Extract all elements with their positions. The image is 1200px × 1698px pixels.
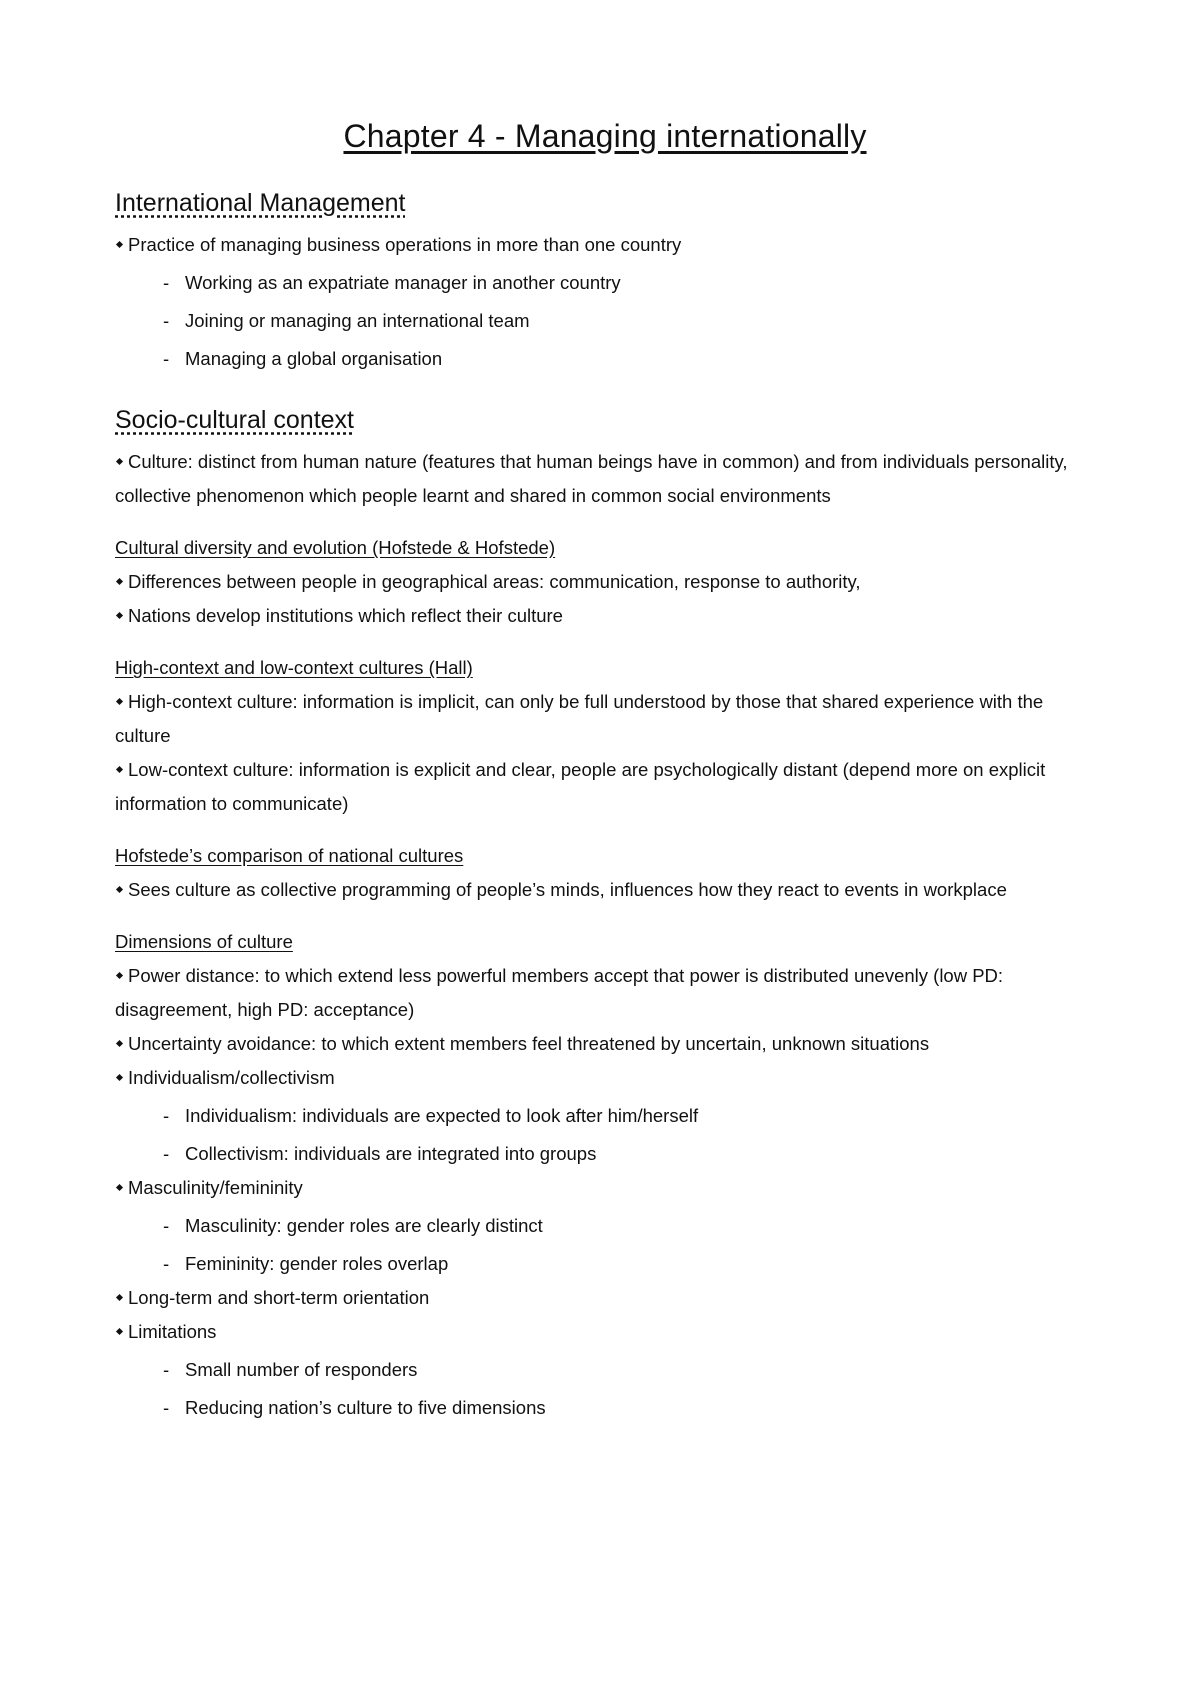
bullet-icon (116, 766, 123, 773)
bullet-icon (116, 578, 123, 585)
sub-item: - Collectivism: individuals are integrated into groups (163, 1143, 597, 1164)
document-body (115, 118, 1095, 1425)
bullet-item: High-context culture: information is implicit, can only be full understood by those that shared experience with the culture (115, 691, 1044, 746)
heading-international-management: International Management (115, 189, 406, 217)
bullet-icon (116, 458, 123, 465)
sub-item: - Individualism: individuals are expected to look after him/herself (163, 1105, 699, 1126)
sub-item: - Masculinity: gender roles are clearly distinct (163, 1215, 543, 1236)
bullet-icon (116, 1184, 123, 1191)
bullet-item: Nations develop institutions which reflect their culture (115, 599, 1095, 633)
bullet-item: Masculinity/femininity (115, 1171, 1095, 1205)
bullet-icon (116, 241, 123, 248)
bullet-icon (116, 1074, 123, 1081)
heading-socio-cultural-context: Socio-cultural context (115, 406, 355, 434)
bullet-item: Culture: distinct from human nature (features that human beings have in common) and from individuals personality, collective phenomenon which people learnt and shared in common social environments (115, 451, 1068, 506)
bullet-icon (116, 972, 123, 979)
bullet-item: Long-term and short-term orientation (115, 1281, 1095, 1315)
bullet-item: Differences between people in geographical areas: communication, response to authority, (115, 565, 1095, 599)
bullet-item: Limitations (115, 1315, 1095, 1349)
sub-item: - Small number of responders (163, 1359, 418, 1380)
sub-item: - Joining or managing an international team (163, 310, 530, 331)
sub-item: - Femininity: gender roles overlap (163, 1253, 449, 1274)
bullet-icon (116, 698, 123, 705)
heading-cultural-diversity: Cultural diversity and evolution (Hofstede & Hofstede) (115, 537, 556, 558)
sub-item: - Working as an expatriate manager in another country (163, 272, 621, 293)
heading-hofstede-comparison: Hofstede’s comparison of national cultures (115, 845, 464, 866)
sub-item: - Reducing nation’s culture to five dimensions (163, 1397, 546, 1418)
heading-dimensions-of-culture: Dimensions of culture (115, 931, 293, 952)
bullet-item: Uncertainty avoidance: to which extent members feel threatened by uncertain, unknown situations (115, 1027, 1095, 1061)
bullet-icon (116, 612, 123, 619)
bullet-item: Low-context culture: information is explicit and clear, people are psychologically distant (depend more on explicit information to communicate) (115, 759, 1046, 814)
bullet-icon (116, 1040, 123, 1047)
bullet-item: Power distance: to which extend less powerful members accept that power is distributed unevenly (low PD: disagreement, high PD: acceptance) (115, 965, 1004, 1020)
heading-high-low-context: High-context and low-context cultures (Hall) (115, 657, 473, 678)
page-title: Chapter 4 - Managing internationally (343, 118, 867, 154)
sub-item: - Managing a global organisation (163, 348, 443, 369)
bullet-icon (116, 1328, 123, 1335)
bullet-item: Individualism/collectivism (115, 1061, 1095, 1095)
bullet-item: Practice of managing business operations in more than one country (115, 228, 1095, 262)
bullet-item: Sees culture as collective programming of people’s minds, influences how they react to events in workplace (115, 873, 1095, 907)
bullet-icon (116, 1294, 123, 1301)
bullet-icon (116, 886, 123, 893)
